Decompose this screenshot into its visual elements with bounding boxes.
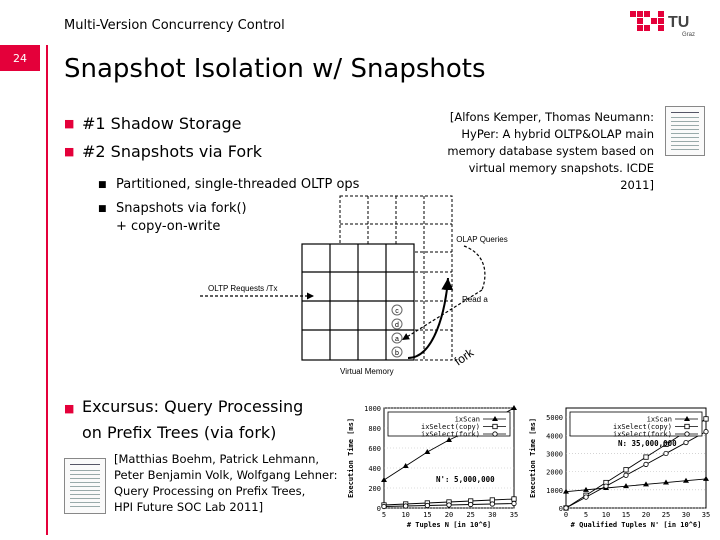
legend-marker-circle (685, 432, 689, 436)
data-point-circle (403, 504, 407, 508)
legend-marker-circle (493, 432, 497, 436)
data-point-circle (425, 503, 429, 507)
citation-line: virtual memory snapshots. ICDE 2011] (468, 161, 654, 192)
citation-line: [Matthias Boehm, Patrick Lehmann, (114, 452, 320, 466)
excursus-line: on Prefix Trees (via fork) (82, 423, 277, 442)
data-point-circle (704, 429, 708, 433)
citation-line: Query Processing on Prefix Trees, (114, 484, 306, 498)
x-tick-label: 10 (601, 511, 611, 519)
bullet-square-icon: ■ (64, 117, 75, 130)
x-tick-label: 20 (641, 511, 651, 519)
bullet-square-icon: ■ (64, 402, 75, 415)
y-tick-label: 400 (368, 465, 381, 473)
bullet-item (64, 138, 424, 166)
data-point-triangle (424, 449, 430, 454)
legend-label: ixScan (454, 415, 480, 424)
data-point-circle (447, 503, 451, 507)
data-point-circle (490, 502, 494, 506)
data-point-triangle (703, 476, 709, 481)
x-tick-label: 30 (681, 511, 691, 519)
citation-line: memory database system based on (447, 144, 654, 158)
virtual-memory-label: Virtual Memory (340, 367, 394, 376)
sub-bullet-square-icon: ■ (98, 180, 107, 190)
y-tick-label: 1000 (364, 405, 381, 413)
bullet-square-icon: ■ (64, 145, 75, 158)
data-point-circle (382, 504, 386, 508)
data-point-circle (512, 501, 516, 505)
logo-text: TU (668, 14, 690, 31)
chart-annotation: N': 5,000,000 (436, 475, 495, 484)
y-tick-label: 2000 (546, 468, 563, 477)
y-axis-label: Execution Time [ms] (347, 417, 355, 499)
fork-snapshot-diagram (196, 190, 508, 380)
data-point-circle (684, 440, 688, 444)
x-tick-label: 20 (444, 511, 454, 519)
data-point-circle (664, 451, 668, 455)
data-point-triangle (381, 477, 387, 482)
logo-sub: Graz (682, 32, 696, 38)
x-tick-label: 5 (583, 511, 589, 519)
x-tick-label: 35 (509, 511, 519, 519)
y-axis-label: Execution Time [ms] (529, 417, 537, 499)
page-number: 24 (0, 45, 40, 71)
diagram-cell: c (395, 308, 399, 315)
side-accent-line (46, 45, 48, 535)
y-tick-label: 5000 (546, 414, 563, 423)
data-point-triangle (403, 463, 409, 468)
x-tick-label: 35 (701, 511, 711, 519)
data-point-square (512, 497, 516, 501)
y-tick-label: 200 (368, 485, 381, 493)
data-point-circle (624, 473, 628, 477)
legend-marker-square (493, 424, 497, 428)
data-point-circle (468, 502, 472, 506)
x-tick-label: 5 (381, 511, 387, 519)
citation-bottom (114, 451, 346, 515)
chart-annotation: N: 35,000,000 (618, 439, 677, 448)
execution-time-vs-qualified-tuples-chart (526, 400, 714, 534)
x-axis-label: # Tuples N [in 10^6] (406, 521, 492, 529)
sub-bullet-text: + copy-on-write (116, 219, 221, 234)
x-tick-label: 25 (661, 511, 671, 519)
read-label: Read a (462, 295, 488, 304)
paper-thumbnail-top (665, 106, 705, 156)
bullet-text: #2 Snapshots via Fork (82, 142, 262, 161)
excursus-line: Excursus: Query Processing (82, 397, 304, 416)
x-tick-label: 0 (563, 511, 569, 519)
legend-label: ixSelect(copy) (420, 423, 480, 431)
x-tick-label: 10 (401, 511, 410, 519)
citation-line: HyPer: A hybrid OLTP&OLAP main (461, 127, 654, 141)
sub-bullet-text: Snapshots via fork() (116, 201, 247, 216)
diagram-cell: a (395, 336, 399, 343)
paper-thumbnail-bottom (64, 458, 106, 514)
olap-label: OLAP Queries (456, 235, 508, 244)
data-point-circle (584, 495, 588, 499)
bullet-text: #1 Shadow Storage (82, 114, 242, 133)
data-point-square (644, 455, 648, 459)
y-tick-label: 600 (368, 445, 381, 453)
x-tick-label: 15 (621, 511, 631, 519)
citation-line: HPI Future SOC Lab 2011] (114, 500, 264, 514)
data-point-circle (644, 462, 648, 466)
legend-label: ixSelect(fork) (612, 430, 672, 439)
data-point-square (624, 468, 628, 472)
x-tick-label: 30 (488, 511, 497, 519)
oltp-label: OLTP Requests /Tx (208, 284, 278, 293)
tu-graz-logo (630, 8, 702, 38)
execution-time-vs-tuples-chart (344, 400, 522, 534)
legend-label: ixSelect(copy) (612, 423, 672, 431)
legend-marker-square (685, 424, 689, 428)
data-point-square (704, 417, 708, 421)
y-tick-label: 3000 (546, 450, 563, 459)
excursus-bullet (64, 395, 344, 445)
y-tick-label: 1000 (546, 486, 563, 495)
x-tick-label: 25 (466, 511, 475, 519)
data-point-circle (604, 484, 608, 488)
y-tick-label: 800 (368, 425, 381, 433)
fork-label: fork (451, 345, 477, 369)
y-tick-label: 0 (376, 505, 381, 513)
citation-top (432, 109, 654, 194)
legend-label: ixScan (646, 415, 672, 424)
x-tick-label: 15 (423, 511, 432, 519)
data-point-circle (564, 506, 568, 510)
citation-line: Peter Benjamin Volk, Wolfgang Lehner: (114, 468, 338, 482)
legend-label: ixSelect(fork) (420, 430, 480, 439)
y-tick-label: 4000 (546, 432, 563, 441)
sub-bullet-text: Partitioned, single-threaded OLTP ops (116, 177, 360, 192)
x-axis-label: # Qualified Tuples N' [in 10^6] (570, 521, 702, 529)
citation-line: [Alfons Kemper, Thomas Neumann: (449, 110, 654, 124)
slide-title: Snapshot Isolation w/ Snapshots (64, 54, 486, 84)
bullet-item (64, 110, 424, 138)
header-title: Multi-Version Concurrency Control (64, 18, 285, 33)
y-tick-label: 0 (558, 505, 563, 513)
diagram-cell: d (395, 322, 399, 329)
diagram-cell: b (395, 350, 399, 357)
sub-bullet-square-icon: ■ (98, 204, 107, 214)
